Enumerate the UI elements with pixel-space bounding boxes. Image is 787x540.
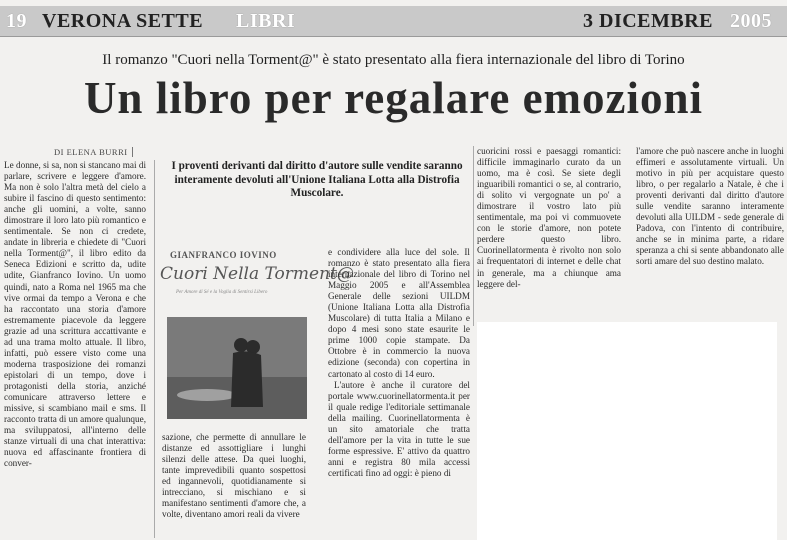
column-text: sazione, che permette di annullare le distanze ed assottigliare i lunghi silenzi delle attese. Da quei luoghi, tante imprevedibili quanto sospettosi ed ingannevoli, quotidianamente si intrecciano, si mischiano e si manifestano sentimenti d'amore che, a volte, diventano amori reali da vivere: [162, 432, 306, 520]
kicker: Il romanzo "Cuori nella Torment@" è stato presentato alla fiera internazionale del libro di Torino: [102, 52, 685, 68]
headline: Un libro per regalare emozioni: [83, 73, 704, 123]
couple-silhouette-image: [167, 317, 307, 419]
article-column-2: [162, 432, 306, 520]
pull-quote: I proventi derivanti dal diritto d'autore sulle vendite saranno interamente devoluti all'Unione Italiana Lotta alla Distrofia Muscolare.: [171, 160, 463, 199]
issue-date: 3 DICEMBRE: [583, 10, 714, 32]
book-logo: Cuori Nella Torment@: [160, 264, 354, 284]
section-label: LIBRI: [236, 10, 296, 32]
column-text: L'autore è anche il curatore del portale www.cuorinellatormenta.it per il quale redige l'editoriale settimanale della mailing. Cuorinellatormenta è un sito amatoriale che tratta dell'amore per la vita in tutte le sue forme espressive. E' attivo da quattro anni e registra 80 mila accessi certificati fino ad oggi: è pieno di: [328, 379, 470, 478]
column-text: cuoricini rossi e paesaggi romantici: difficile immaginarlo curato da un uomo, ma è così. Se siete degli inguaribili romantici o se, al contrario, di solito vi vergognate un po' a dimostrare il vostro lato più sentimentale, ma poi vi commuovete con le storie d'amore, non potete perdere questo libro. Cuorinellatormenta è rivolto non solo ai frequentatori di internet e delle chat in generale, ma a chiunque ama leggere del-: [477, 146, 621, 289]
column-text: e condividere alla luce del sole. Il romanzo è stato presentato alla fiera internazionale del libro di Torino nel Maggio 2005 e all'Assemblea Generale delle sezioni UILDM (Unione Italiana Lotta alla Distrofia Muscolare) di tutta Italia a Milano e dopo 4 mesi sono state esaurite le prime 1000 copie stampate. Da Ottobre è in commercio la nuova edizione (seconda) con copertina in cartonato al costo di 14 euro.: [328, 247, 470, 379]
article-column-5: [636, 146, 784, 268]
blank-area: [477, 322, 777, 540]
column-text: Le donne, si sa, non si stancano mai di parlare, scrivere e leggere d'amore. Ma non è solo l'altra metà del cielo a subire il fascino di questo sentimento: anche gli uomini, a volte, sanno dimostrare il loro lato più romantico e sentimentale. Se non ci credete, andate in libreria e chiedete di "Cuori nella Torment@", il libro edito da Seneca Edizioni e scritto da, udite udite, Gianfranco Iovino. Un uomo quindi, nato a Roma nel 1965 ma che vive ormai da tempo a Verona e che ha raccontato una storia d'amore estremamente piacevole da leggere grazie ad una scrittura accattivante e ad una trama molto attuale. Il libro, infatti, può essere visto come una moderna trasposizione dei romanzi epistolari di un tempo, dove i protagonisti della storia, anziché comunicare attraverso lettere e missive, si scambiano mail e sms. Il racconto tratta di un amore qualunque, ma sviluppatosi, all'interno delle stanze virtuali di una chat interattiva: nuova ed affascinante frontiera di conver-: [4, 160, 146, 469]
masthead: VERONA SETTE: [42, 10, 204, 32]
page-header: [0, 6, 787, 37]
page-number: 19: [6, 10, 27, 32]
column-text: l'amore che può nascere anche in luoghi effimeri e assolutamente virtuali. Un motivo in più per acquistare questo libro, o per regalarlo a Natale, è che i proventi derivanti dal diritto d'autore sulle vendite saranno interamente devoluti alla UILDM - sede generale di Padova, con l'intento di contribuire, anche se in minima parte, a ridare speranza a chi si sente abbandonato alle sorti amare del suo destino malato.: [636, 146, 784, 267]
book-author: GIANFRANCO IOVINO: [170, 250, 277, 260]
column-divider: [154, 160, 155, 538]
column-divider: [473, 146, 474, 326]
article-column-1: [4, 160, 146, 469]
article-column-4: [477, 146, 621, 290]
article-column-3: [328, 247, 470, 479]
book-cover-photo: [167, 317, 307, 419]
book-logo-subtitle: Per Amore di Sé e la Voglia di Sentirsi Libero: [176, 290, 268, 295]
issue-year: 2005: [730, 10, 772, 32]
byline: DI ELENA BURRI: [54, 147, 133, 157]
